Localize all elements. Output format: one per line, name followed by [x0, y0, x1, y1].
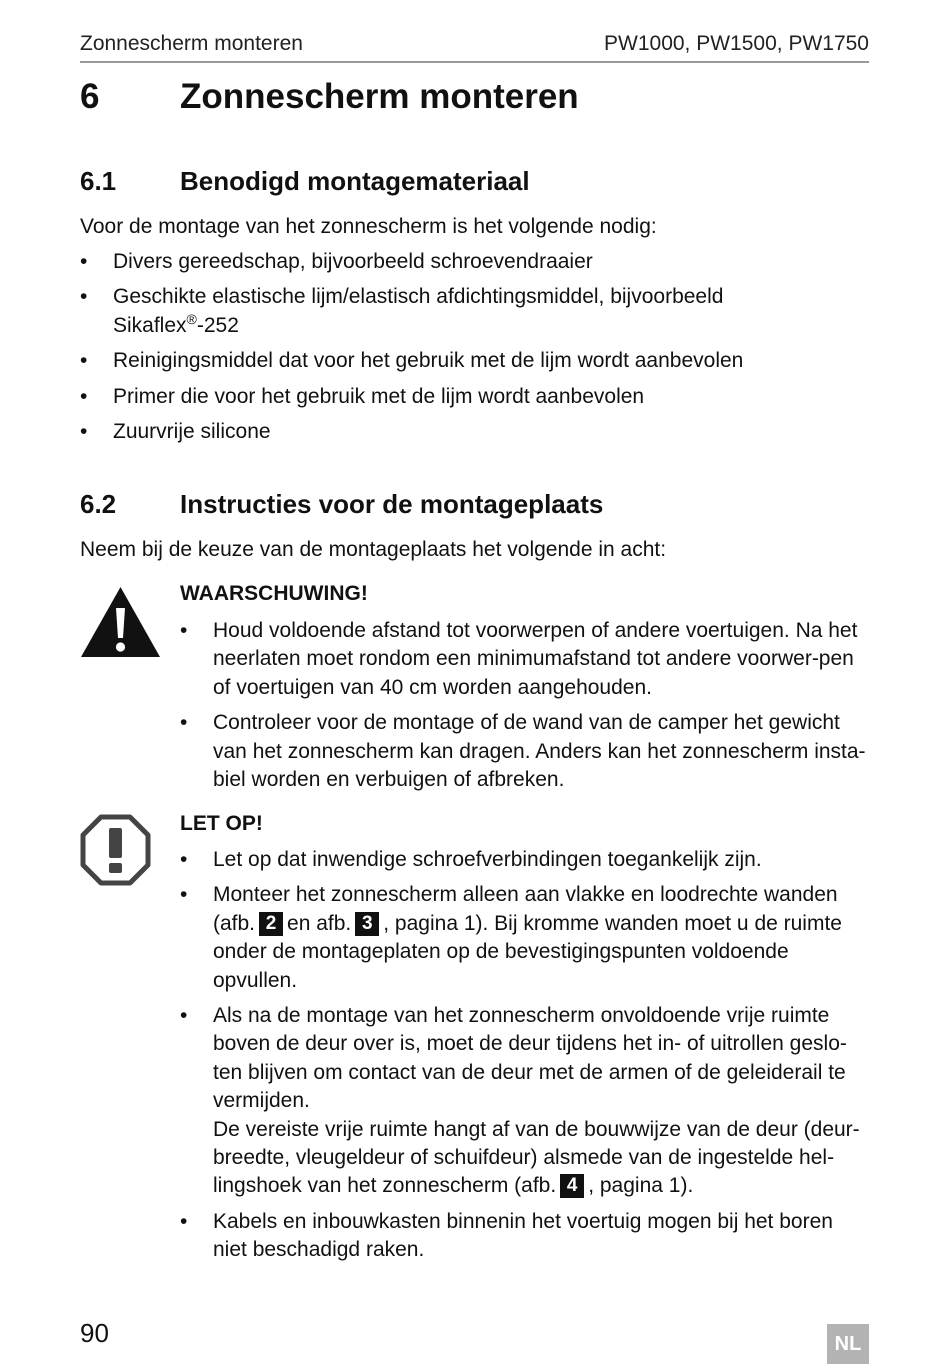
material-list — [80, 248, 880, 453]
warning-list — [180, 617, 870, 801]
list-item: • Geschikte elastische lijm/elastisch afdichtingsmiddel, bijvoorbeeld Sikaflex®-252 — [80, 285, 724, 337]
figure-reference-badge: 2 — [259, 912, 283, 936]
list-item: • Houd voldoende afstand tot voorwerpen of andere voertuigen. Na het neerlaten moet rondom een minimumafstand tot andere voorwer-pen of voertuigen van 40 cm worden aangehouden. — [180, 619, 858, 699]
bullet: • — [80, 285, 88, 309]
figure-reference-badge: 4 — [560, 1174, 584, 1198]
list-item: • Primer die voor het gebruik met de lijm wordt aanbevolen — [80, 383, 880, 411]
bullet: • — [80, 384, 88, 408]
bullet: • — [80, 349, 88, 373]
bullet: • — [180, 1209, 188, 1233]
running-header-title: Zonnescherm monteren — [80, 32, 303, 55]
section-intro: Neem bij de keuze van de montageplaats het volgende in acht: — [80, 538, 667, 561]
notice-octagon-icon — [80, 814, 151, 891]
chapter-title: Zonnescherm monteren — [180, 77, 579, 116]
section-number: 6.1 — [80, 166, 117, 196]
list-item: • Monteer het zonnescherm alleen aan vlakke en loodrechte wanden (afb. 2 en afb. 3 , pagina 1). Bij kromme wanden moet u de ruimte onder de montageplaten op de bevestigingspunten voldoende opvullen. — [180, 883, 842, 992]
list-item: • Als na de montage van het zonnescherm onvoldoende vrije ruimte boven de deur over is, moet de deur tijdens het in- of uitrollen geslo-ten blijven om contact van de deur met de armen of de geleiderail te vermijden. De vereiste vrije ruimte hangt af van de bouwwijze van de deur (deur-breedte, vleugeldeur of schuifdeur) alsmede van de ingestelde hel-lingshoek van het zonnescherm (afb. 4 , pagina 1). — [180, 1004, 860, 1198]
registered-mark: ® — [186, 310, 197, 327]
bullet: • — [80, 420, 88, 444]
section-number: 6.2 — [80, 489, 117, 519]
list-item: • Zuurvrije silicone — [80, 418, 880, 446]
caution-title: LET OP! — [180, 812, 263, 835]
figure-reference-badge: 3 — [355, 912, 379, 936]
list-item: • Kabels en inbouwkasten binnenin het voertuig mogen bij het boren niet beschadigd raken. — [180, 1209, 833, 1262]
bullet: • — [180, 1004, 188, 1028]
section-title: Benodigd montagemateriaal — [180, 166, 530, 196]
list-item: • Divers gereedschap, bijvoorbeeld schroevendraaier — [80, 248, 880, 276]
warning-title: WAARSCHUWING! — [180, 582, 368, 605]
list-item: • Let op dat inwendige schroefverbindingen toegankelijk zijn. — [180, 846, 870, 874]
section-intro: Voor de montage van het zonnescherm is het volgende nodig: — [80, 215, 657, 238]
section-title: Instructies voor de montageplaats — [180, 489, 604, 519]
bullet: • — [80, 250, 88, 273]
running-header-models: PW1000, PW1500, PW1750 — [604, 32, 869, 55]
bullet: • — [180, 619, 188, 642]
list-item: • Controleer voor de montage of de wand van de camper het gewicht van het zonnescherm kan dragen. Anders kan het zonnescherm insta-biel worden en verbuigen of afbreken. — [180, 711, 866, 792]
chapter-number: 6 — [80, 77, 100, 116]
bullet: • — [180, 711, 188, 735]
page-number: 90 — [80, 1318, 109, 1348]
bullet: • — [180, 883, 188, 907]
caution-list — [180, 846, 870, 1272]
warning-triangle-icon — [80, 586, 161, 663]
list-item: • Reinigingsmiddel dat voor het gebruik met de lijm wordt aanbevolen — [80, 347, 880, 375]
header-divider — [80, 61, 869, 63]
bullet: • — [180, 848, 188, 871]
language-badge: NL — [827, 1324, 869, 1364]
